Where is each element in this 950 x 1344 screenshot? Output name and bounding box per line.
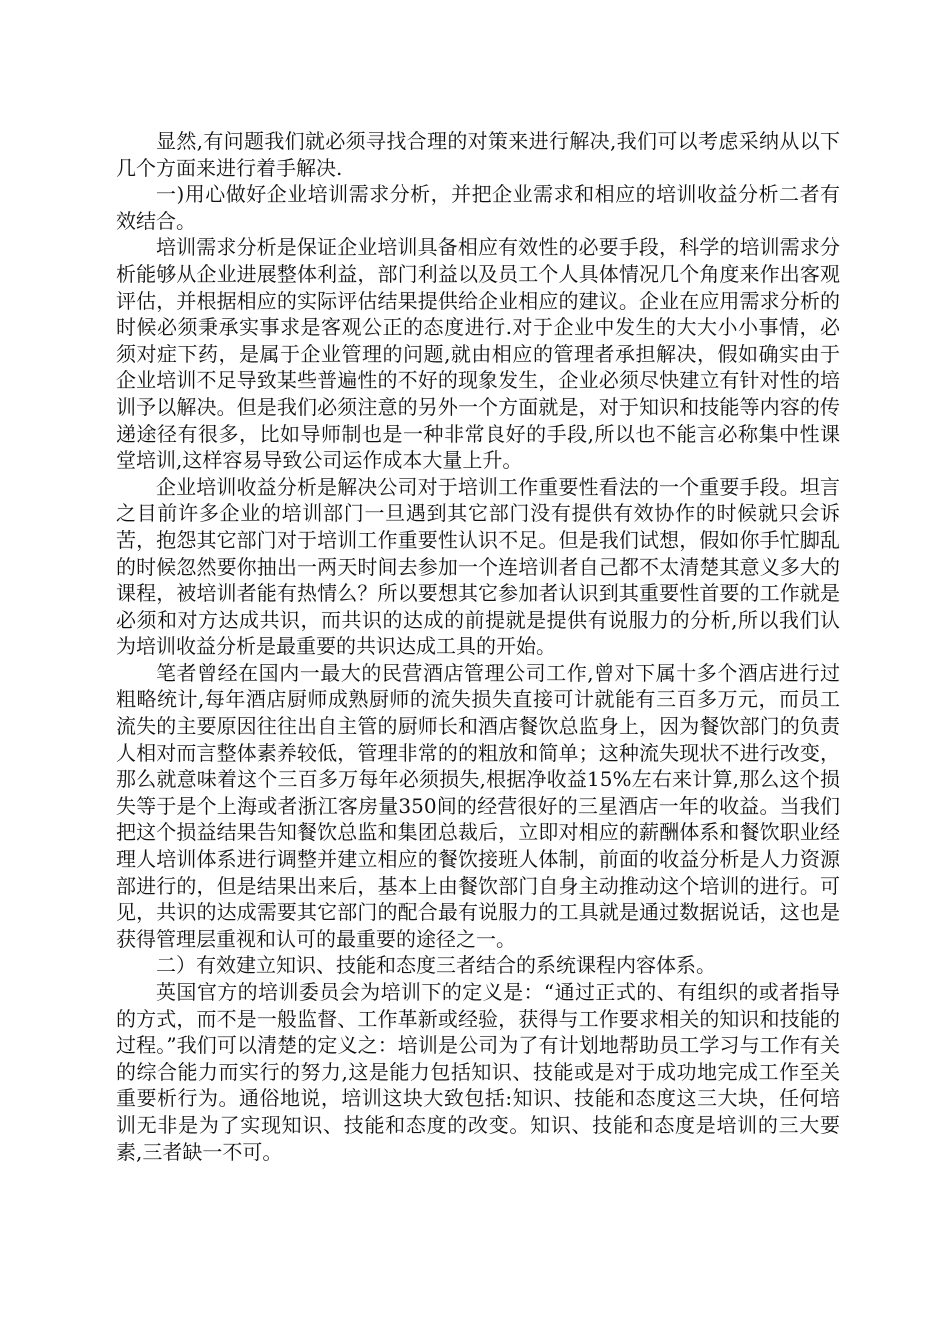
paragraph-needs-analysis: 培训需求分析是保证企业培训具备相应有效性的必要手段，科学的培训需求分析能够从企业进展整体利益，部门利益以及员工个人具体情况几个角度来作出客观评估，并根据相应的实际评估结果提供给企业相应的建议。企业在应用需求分析的时候必须秉承实事求是客观公正的态度进行.对于企业中发生的大大小小事情，必须对症下药，是属于企业管理的问题,就由相应的管理者承担解决，假如确实由于企业培训不足导致某些普遍性的不好的现象发生，企业必须尽快建立有针对性的培训予以解决。但是我们必须注意的另外一个方面就是，对于知识和技能等内容的传递途径有很多，比如导师制也是一种非常良好的手段,所以也不能言必称集中性课堂培训,这样容易导致公司运作成本大量上升。 [116, 235, 840, 473]
section-heading-2: 二）有效建立知识、技能和态度三者结合的系统课程内容体系。 [156, 953, 716, 978]
paragraph-training-definition: 英国官方的培训委员会为培训下的定义是：“通过正式的、有组织的或者指导的方式，而不是一般监督、工作革新或经验，获得与工作要求相关的知识和技能的过程。”我们可以清楚的定义之：培训是公司为了有计划地帮助员工学习与工作有关的综合能力而实行的努力,这是能力包括知识、技能或是对于成功地完成工作至关重要析行为。通俗地说，培训这块大致包括:知识、技能和态度这三大块，任何培训无非是为了实现知识、技能和态度的改变。知识、技能和态度是培训的三大要素,三者缺一不可。 [116, 980, 840, 1164]
section-heading-1: 一)用心做好企业培训需求分析，并把企业需求和相应的培训收益分析二者有效结合。 [116, 182, 840, 233]
document-body [116, 128, 840, 1165]
paragraph-benefit-analysis: 企业培训收益分析是解决公司对于培训工作重要性看法的一个重要手段。坦言之目前许多企业的培训部门一旦遇到其它部门没有提供有效协作的时候就只会诉苦，抱怨其它部门对于培训工作重要性认识不足。但是我们试想，假如你手忙脚乱的时候忽然要你抽出一两天时间去参加一个连培训者自己都不太清楚其意义多大的课程，被培训者能有热情么？所以要想其它参加者认识到其重要性首要的工作就是必须和对方达成共识，而共识的达成的前提就是提供有说服力的分析,所以我们认为培训收益分析是最重要的共识达成工具的开始。 [116, 474, 840, 659]
paragraph-hotel-case: 笔者曾经在国内一最大的民营酒店管理公司工作,曾对下属十多个酒店进行过粗略统计,每年酒店厨师成熟厨师的流失损失直接可计就能有三百多万元，而员工流失的主要原因往往出自主管的厨师长和酒店餐饮总监身上，因为餐饮部门的负责人相对而言整体素养较低，管理非常的的粗放和简单；这种流失现状不进行改变，那么就意味着这个三百多万每年必须损失,根据净收益15%左右来计算,那么这个损失等于是个上海或者浙江客房量350间的经营很好的三星酒店一年的收益。当我们把这个损益结果告知餐饮总监和集团总裁后，立即对相应的薪酬体系和餐饮职业经理人培训体系进行调整并建立相应的餐饮接班人体制，前面的收益分析是人力资源部进行的，但是结果出来后，基本上由餐饮部门自身主动推动这个培训的进行。可见，共识的达成需要其它部门的配合最有说服力的工具就是通过数据说话，这也是获得管理层重视和认可的最重要的途径之一。 [116, 660, 840, 951]
paragraph-intro: 显然,有问题我们就必须寻找合理的对策来进行解决,我们可以考虑采纳从以下几个方面来进行着手解决. [116, 129, 840, 180]
